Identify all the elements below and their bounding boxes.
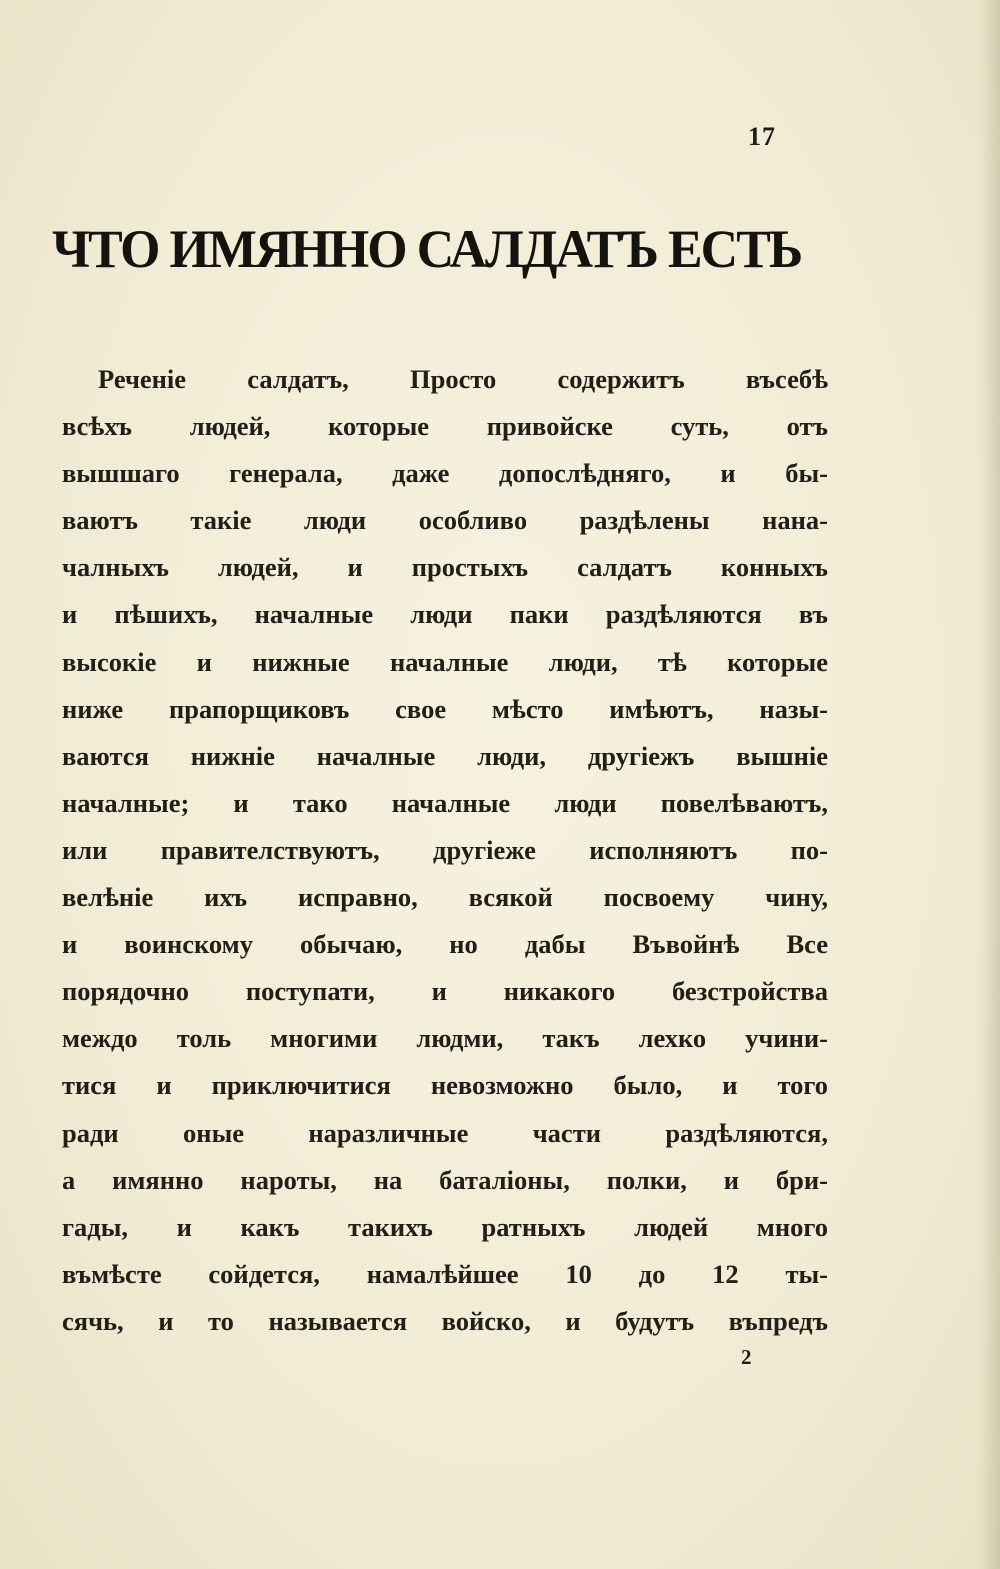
- text-line: всѣхъ людей, которые привойске суть, отъ: [62, 411, 828, 442]
- chapter-title: ЧТО ИМЯННО САЛДАТЪ ЕСТЬ: [52, 219, 802, 279]
- text-line: сячь, и то называется войско, и будутъ въпредъ: [62, 1305, 828, 1336]
- text-line: или правителствуютъ, другіеже исполняютъ по-: [62, 834, 828, 865]
- text-line: Реченіе салдатъ, Просто содержитъ въсебѣ: [98, 364, 828, 394]
- signature-mark: 2: [741, 1345, 752, 1369]
- text-line: началные; и тако началные люди повелѣваютъ,: [62, 787, 828, 818]
- text-line: высокіе и нижные началные люди, тѣ которые: [62, 646, 828, 677]
- text-line: и воинскому обычаю, но дабы Въвойнѣ Все: [62, 929, 828, 960]
- text-line: велѣніе ихъ исправно, всякой посвоему чину,: [62, 882, 828, 913]
- text-line: и пѣшихъ, началные люди паки раздѣляются въ: [62, 599, 828, 630]
- text-line: гады, и какъ такихъ ратныхъ людей много: [62, 1211, 828, 1242]
- text-line: ниже прапорщиковъ свое мѣсто имѣютъ, назы-: [62, 693, 828, 724]
- text-line: вышшаго генерала, даже допослѣдняго, и бы-: [62, 458, 828, 489]
- text-line: въмѣсте сойдется, намалѣйшее 10 до 12 ты-: [62, 1258, 828, 1289]
- page-edge-shadow: [978, 0, 1000, 1569]
- text-line: ваются нижніе началные люди, другіежъ вышніе: [62, 740, 828, 771]
- text-line: ради оные наразличные части раздѣляются,: [62, 1117, 828, 1148]
- page-number: 17: [748, 122, 776, 151]
- text-line: порядочно поступати, и никакого безстройства: [62, 976, 828, 1007]
- text-line: междо толь многими людми, такъ лехко учини-: [62, 1023, 828, 1054]
- text-line: а имянно нароты, на баталіоны, полки, и бри-: [62, 1164, 828, 1195]
- body-text: [62, 356, 828, 1345]
- text-line: ваютъ такіе люди особливо раздѣлены нана-: [62, 505, 828, 536]
- text-line: чалныхъ людей, и простыхъ салдатъ конныхъ: [62, 552, 828, 583]
- text-line: тися и приключитися невозможно было, и того: [62, 1070, 828, 1101]
